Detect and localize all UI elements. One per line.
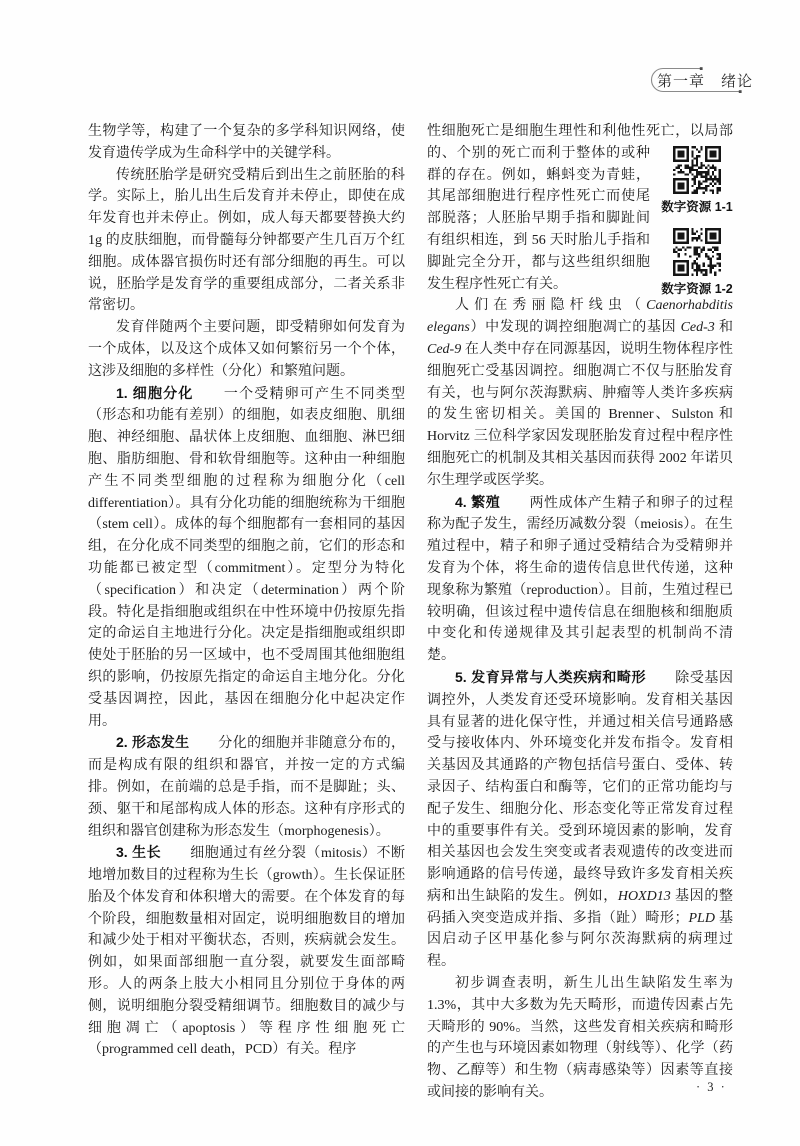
section-heading-run: 2. 形态发生 — [116, 734, 190, 751]
text-run: 细胞通过有丝分裂（mitosis）不断地增加数目的过程称为生长（growth）。生长保证胚胎及个体发育和体积增大的需要。在个体发育的每个阶段，细胞数量相对固定，说明细胞数目的增加和减少处于相对平衡状态，否则，疾病就会发生。例如，如果面部细胞一直分裂，就要发生面部畸形。人的两条上肢大小相同且分别位于身体的两侧，说明细胞分裂受精细调节。细胞数目的减少与细胞凋亡（apoptosis）等程序性细胞死亡（programmed cell death，PCD）有关。程序 — [88, 846, 405, 1058]
text-run: 除受基因调控外，人类发育还受环境影响。发育相关基因具有显著的进化保守性，并通过相关信号通路感受与接收体内、外环境变化并发布指令。发育相关基因及其通路的产物包括信号蛋白、受体、转录因子、结构蛋白和酶等，它们的正常功能均与配子发生、细胞分化、形态变化等正常发育过程中的重要事件有关。受到环境因素的影响，发育相关基因也会发生突变或者表观遗传的改变进而影响通路的信号传递，最终导致许多发育相关疾病和出生缺陷的发生。例如， — [427, 670, 733, 904]
italic-term: Caenorhabditis elegans — [427, 298, 733, 336]
qr-label: 数字资源 1-1 — [661, 200, 733, 214]
paragraph — [88, 317, 405, 382]
italic-term: Ced-9 — [427, 341, 462, 357]
continuation-line: 性细胞死亡是细胞生理性和利他性死亡，以局部 — [427, 124, 733, 139]
text-run: 人们在秀丽隐杆线虫（ — [455, 298, 647, 314]
qr-label: 数字资源 1-2 — [661, 282, 733, 296]
text-run: 初步调查表明，新生儿出生缺陷发生率为 1.3%，其中大多数为先天畸形，而遗传因素占先天畸形的 90%。当然，这些发育相关疾病和畸形的产生也与环境因素如物理（射线等）、化学（药物、乙醇等）和生物（病毒感染等）因素等直接或间接的影响有关。 — [427, 976, 733, 1101]
chapter-title: 第一章 绪论 — [657, 74, 754, 90]
paragraph — [427, 973, 733, 1104]
paragraph — [88, 383, 405, 733]
paragraph — [88, 121, 405, 165]
italic-term: Ced-3 — [680, 320, 715, 336]
paragraph — [427, 492, 733, 667]
right-column-paragraphs — [427, 295, 733, 1103]
paragraph — [88, 732, 405, 842]
text-run: 传统胚胎学是研究受精后到出生之前胚胎的科学。实际上，胎儿出生后发育并未停止，即使在成年发育也并未停止。例如，成人每天都要替换大约 1g 的皮肤细胞，而骨髓每分钟都要产生几百万个红细胞。成体器官损伤时还有部分细胞的再生。可以说，胚胎学是发育学的重要组成部分，二者关系非常密切。 — [88, 167, 405, 314]
italic-term: HOXD13 — [617, 888, 671, 904]
paragraph — [427, 667, 733, 973]
digital-resource-1-2 — [661, 228, 733, 297]
section-heading-run: 5. 发育异常与人类疾病和畸形 — [455, 668, 647, 685]
text-run: 生物学等，构建了一个复杂的多学科知识网络，使发育遗传学成为生命科学中的关键学科。 — [88, 124, 405, 161]
text-run: 发育伴随两个主要问题，即受精卵如何发育为一个成体，以及这个成体又如何繁衍另一个个体，这涉及细胞的多样性（分化）和繁殖问题。 — [88, 320, 405, 379]
section-heading-run: 4. 繁殖 — [455, 493, 501, 510]
section-heading-run: 3. 生长 — [116, 844, 162, 861]
italic-term: PLD — [688, 910, 715, 926]
section-heading-run: 1. 细胞分化 — [116, 384, 194, 401]
text-wrapping-qr-block: 的、个别的死亡而利于整体的或种群的存在。例如，蝌蚪变为青蛙，其尾部细胞进行程序性死亡而使尾部脱落；人胚胎早期手指和脚趾间有组织相连，到 56 天时胎儿手指和脚趾完全分开，都与这些组织细胞发生程序性死亡有关。 — [427, 145, 650, 292]
digital-resource-1-1 — [661, 146, 733, 215]
qr-code-icon — [673, 146, 721, 194]
page-number: · 3 · — [696, 1080, 727, 1094]
text-run: 和 — [714, 320, 734, 336]
text-run: 一个受精卵可产生不同类型（形态和功能有差别）的细胞，如表皮细胞、肌细胞、神经细胞、晶状体上皮细胞、血细胞、淋巴细胞、脂肪细胞、骨和软骨细胞等。这种由一种细胞产生不同类型细胞的过程称为细胞分化（cell differentiation）。具有分化功能的细胞统称为干细胞（stem cell）。成体的每个细胞都有一套相同的基因组，在分化成不同类型的细胞之前，它们的形态和功能都已被定型（commitment）。定型分为特化（specification）和决定（determination）两个阶段。特化是指细胞或组织在中性环境中仍按原先指定的命运自主地进行分化。决定是指细胞或组织即使处于胚胎的另一区域中，也不受周围其他细胞组织的影响，仍按原先指定的命运自主地分化。分化受基因调控，因此，基因在细胞分化中起决定作用。 — [88, 386, 406, 729]
digital-resources-block — [657, 146, 737, 297]
text-run: 分化的细胞并非随意分布的，而是构成有限的组织和器官，并按一定的方式编排。例如，在前端的总是手指，而不是脚趾；头、颈、躯干和尾部构成人体的形态。这种有序形式的组织和器官创建称为形态发生（morphogenesis）。 — [88, 736, 405, 839]
text-run: 在人类中存在同源基因，说明生物体程序性细胞死亡受基因调控。细胞凋亡不仅与胚胎发育有关，也与阿尔茨海默病、肿瘤等人类许多疾病的发生密切相关。美国的 Brenner、Sulston 和 Horvitz 三位科学家因发现胚胎发育过程中程序性细胞死亡的机制及其相关基因而获得 2002 年诺贝尔生理学或医学奖。 — [427, 341, 733, 488]
chapter-header — [638, 60, 774, 106]
paragraph — [88, 165, 405, 318]
text-run: 两性成体产生精子和卵子的过程称为配子发生，需经历减数分裂（meiosis）。在生殖过程中，精子和卵子通过受精结合为受精卵并发育为个体，将生命的遗传信息世代传递，这种现象称为繁殖（reproduction）。目前，生殖过程已较明确，但该过程中遗传信息在细胞核和细胞质中变化和传递规律及其引起表型的机制尚不清楚。 — [427, 495, 733, 664]
text-run: 基因的整码插入突变造成并指、多指（趾）畸形； — [427, 888, 734, 926]
qr-code-icon — [673, 228, 721, 276]
text-run: ）中发现的调控细胞凋亡的基因 — [469, 320, 681, 336]
paragraph — [88, 842, 405, 1061]
text-run: 基因启动子区甲基化参与阿尔茨海默病的病理过程。 — [427, 910, 734, 970]
left-column — [88, 121, 405, 1061]
paragraph — [427, 295, 733, 491]
